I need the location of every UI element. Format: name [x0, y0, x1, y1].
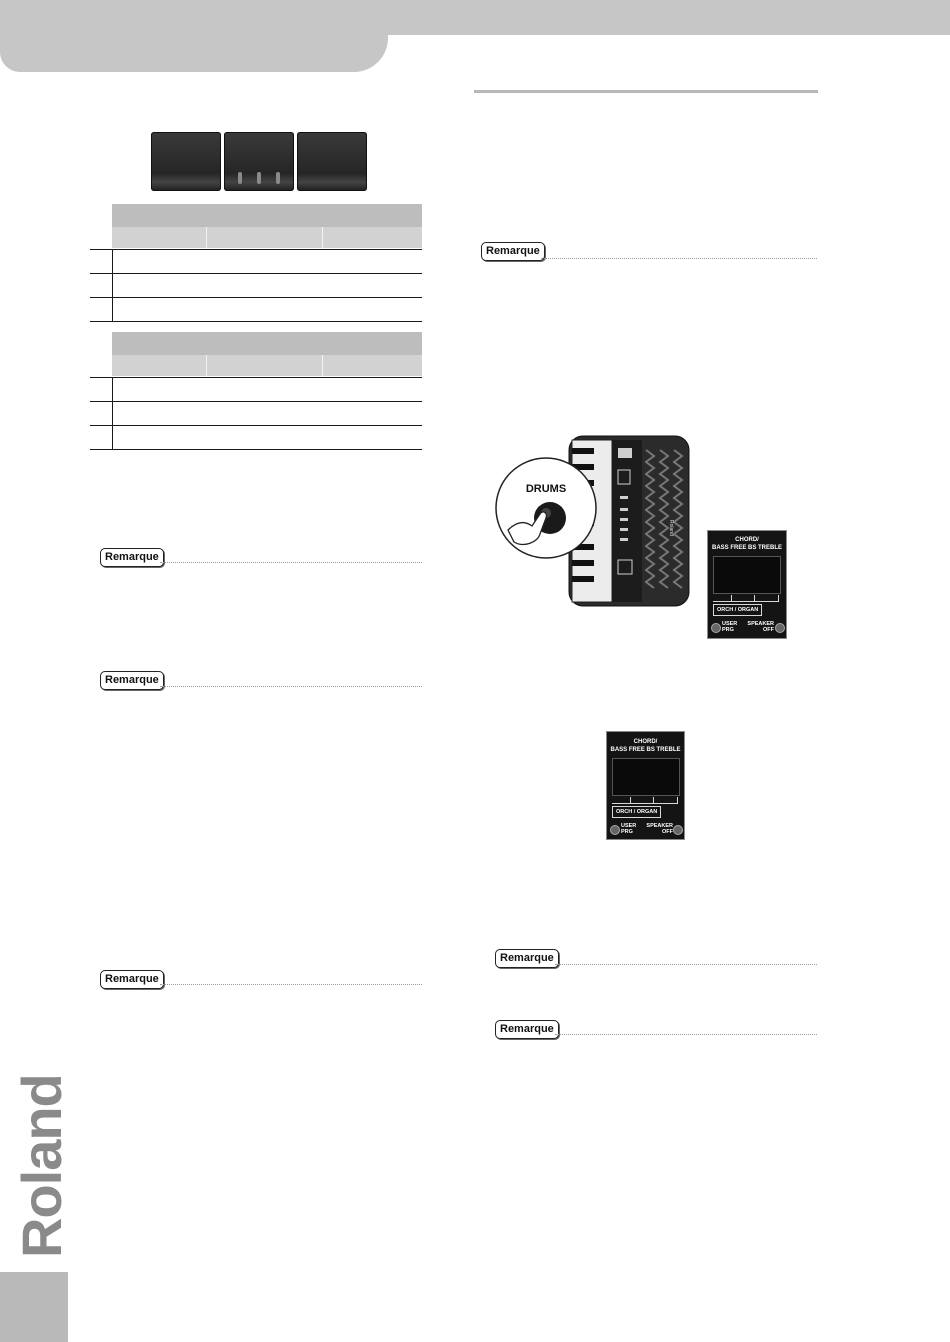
accordion-brand: Roland — [668, 520, 674, 536]
panel-button-left — [151, 132, 221, 191]
remarque-badge: Remarque — [495, 1020, 559, 1039]
remarque-badge: Remarque — [100, 548, 164, 567]
section-divider — [474, 90, 818, 93]
note-dotted-rule — [555, 1034, 817, 1035]
display-panel-illustration — [707, 530, 787, 639]
table-row — [90, 274, 422, 298]
drums-label: DRUMS — [525, 483, 567, 495]
note-dotted-rule — [160, 984, 422, 985]
user-prg-button — [610, 825, 620, 835]
panel-button-middle — [224, 132, 294, 191]
table-row — [90, 377, 422, 402]
orch-organ-label: ORCH / ORGAN — [612, 806, 661, 818]
table-header — [112, 332, 422, 355]
panel-title-line1: CHORD/ — [735, 537, 759, 543]
note-dotted-rule — [555, 964, 817, 965]
panel-title-line2: BASS FREE BS TREBLE — [610, 747, 681, 753]
page-footer-block — [0, 1272, 68, 1342]
roland-logo: Roland — [10, 1074, 73, 1258]
page-header-tab — [0, 0, 388, 72]
speaker-off-label: SPEAKER OFF — [646, 823, 673, 835]
user-prg-label: USER PRG — [621, 823, 637, 835]
user-prg-label: USER PRG — [722, 621, 738, 633]
speaker-off-button — [673, 825, 683, 835]
orch-organ-label: ORCH / ORGAN — [713, 604, 762, 616]
button-led — [257, 172, 261, 184]
user-prg-button — [711, 623, 721, 633]
panel-button-right — [297, 132, 367, 191]
note-dotted-rule — [160, 562, 422, 563]
panel-title-line1: CHORD/ — [633, 739, 658, 745]
table-row — [90, 298, 422, 322]
panel-display — [612, 758, 680, 796]
speaker-off-button — [775, 623, 785, 633]
table-subheader — [112, 355, 422, 376]
note-dotted-rule — [541, 258, 817, 259]
remarque-badge: Remarque — [495, 949, 559, 968]
button-led — [238, 172, 242, 184]
speaker-off-label: SPEAKER OFF — [747, 621, 774, 633]
display-panel-illustration-2 — [606, 731, 685, 840]
table-header — [112, 204, 422, 227]
remarque-badge: Remarque — [100, 970, 164, 989]
table-row — [90, 249, 422, 274]
remarque-badge: Remarque — [100, 671, 164, 690]
table-subheader — [112, 227, 422, 248]
table-row — [90, 426, 422, 450]
table-row — [90, 402, 422, 426]
panel-display — [713, 556, 781, 594]
accordion-illustration — [494, 430, 694, 610]
note-dotted-rule — [160, 686, 422, 687]
panel-title-line2: BASS FREE BS TREBLE — [711, 545, 782, 551]
button-led — [276, 172, 280, 184]
remarque-badge: Remarque — [481, 242, 545, 261]
